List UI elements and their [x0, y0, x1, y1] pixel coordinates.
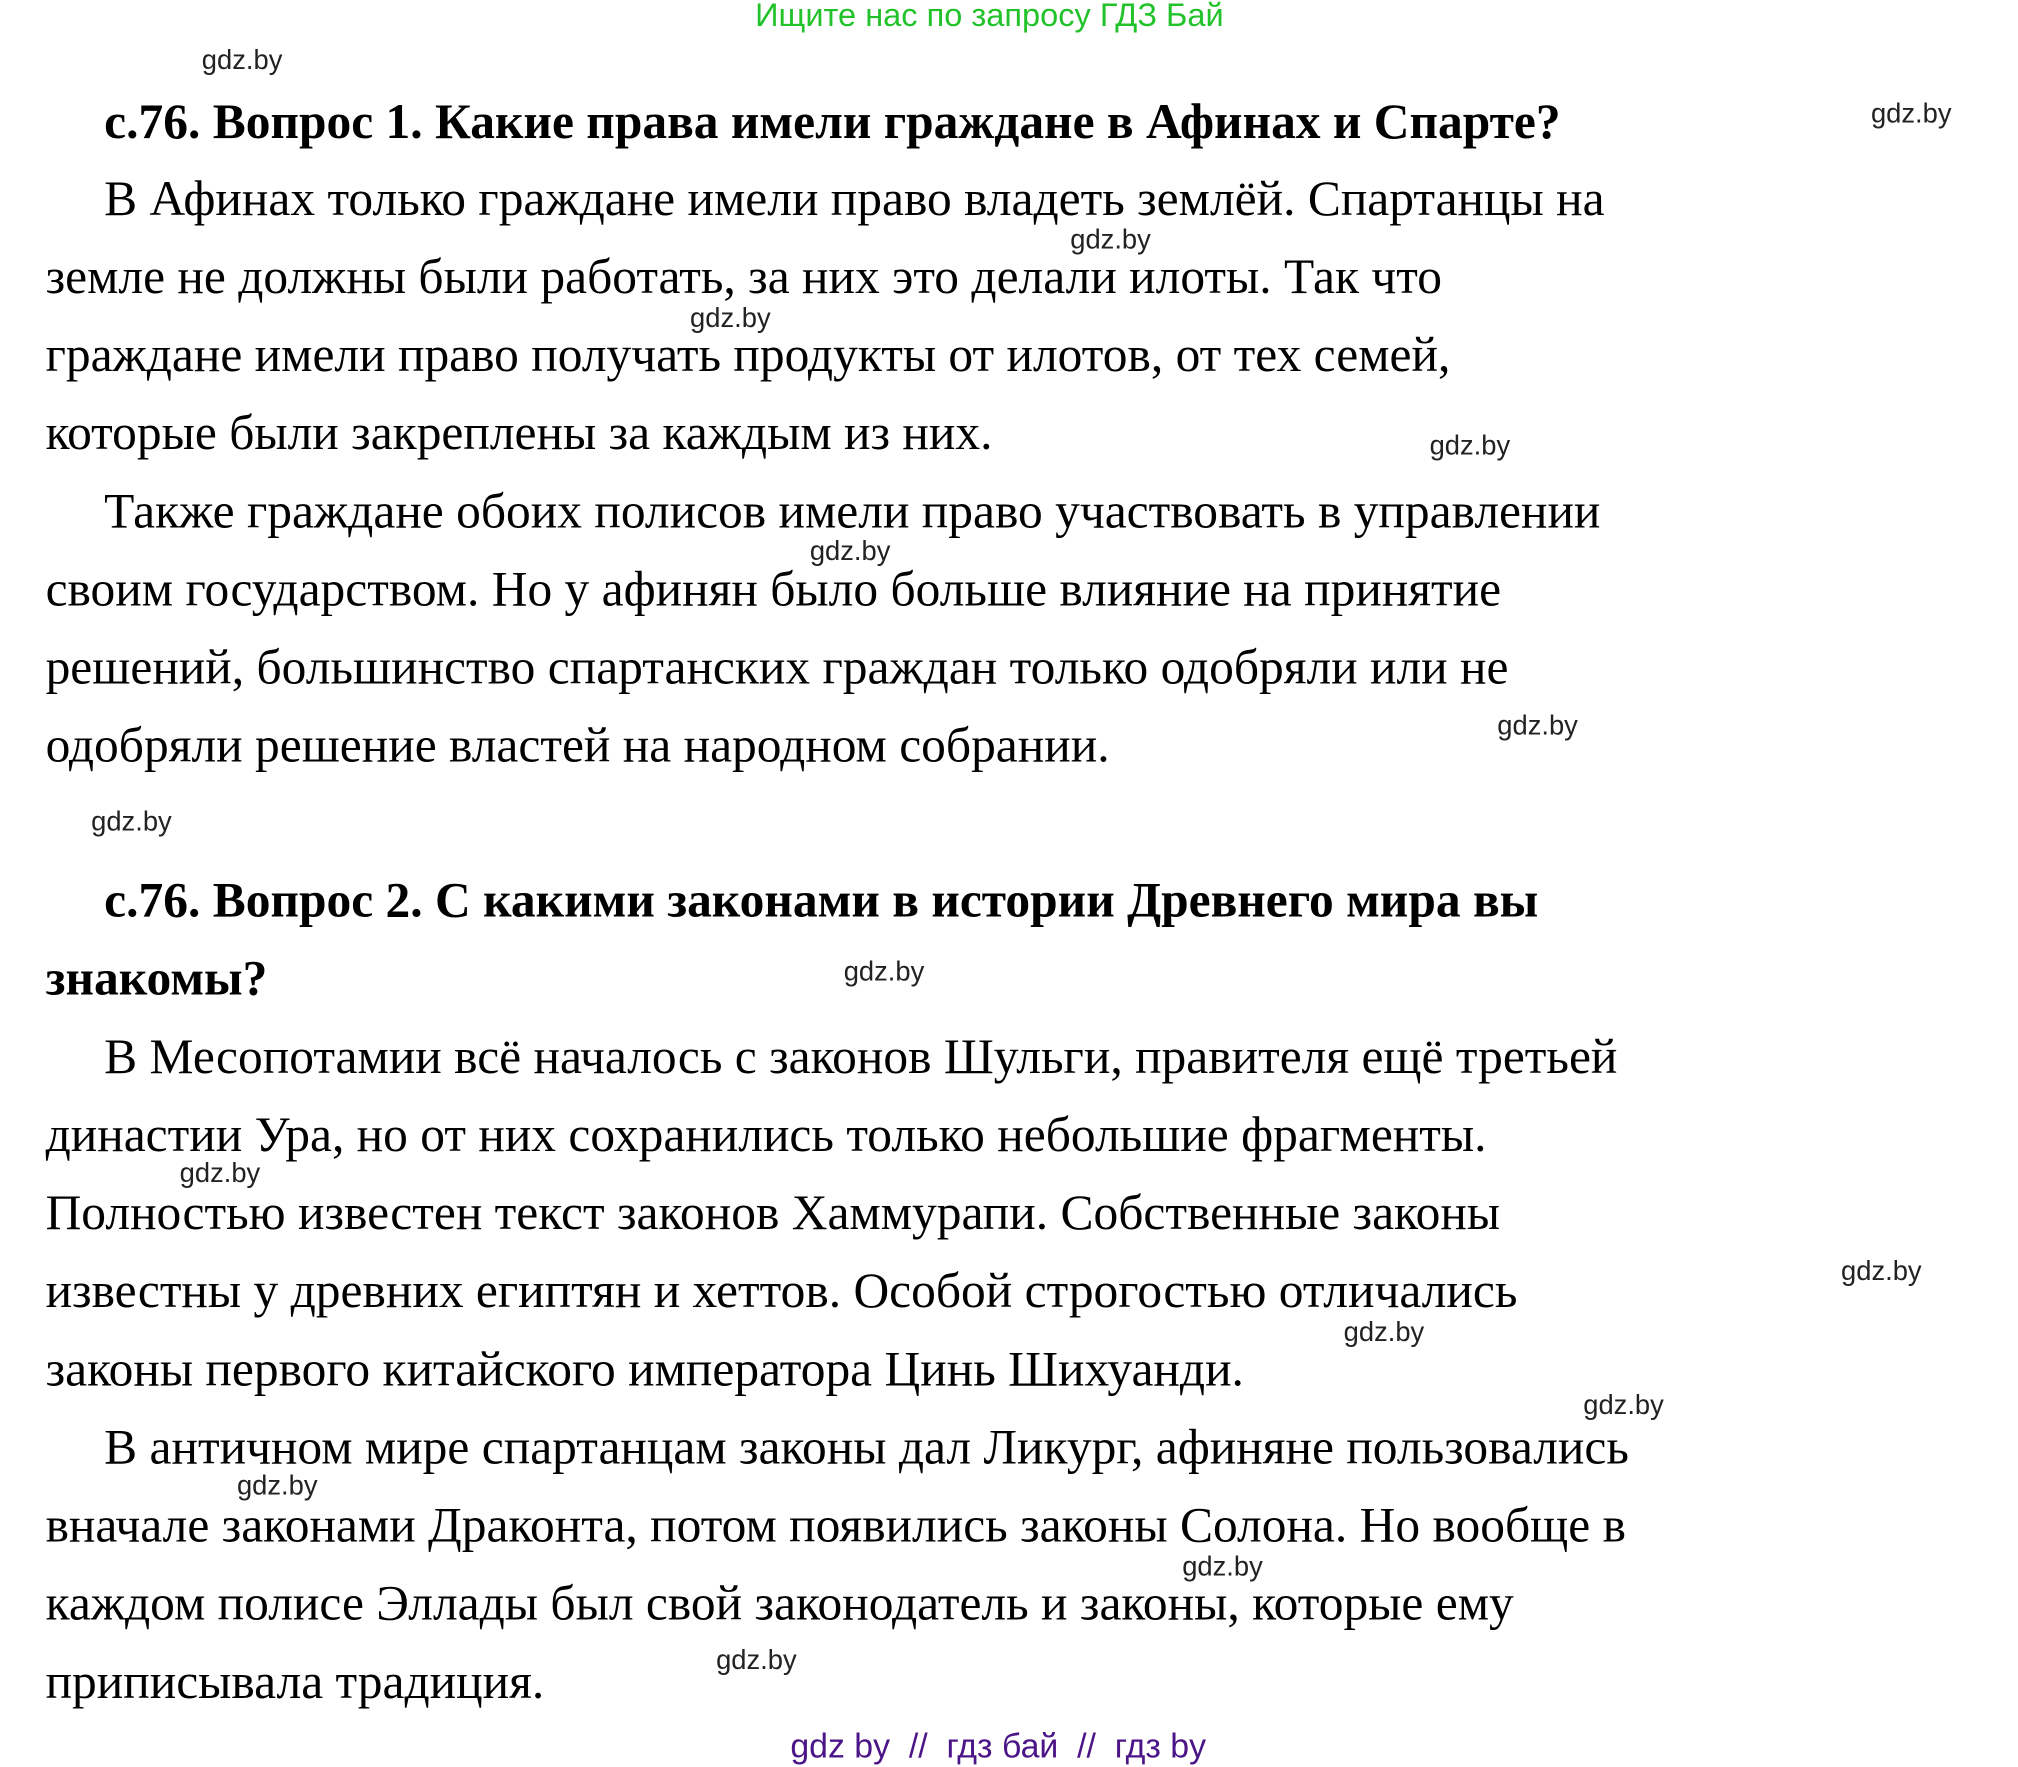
watermark: gdz.by [1182, 1551, 1263, 1582]
footer-links: gdz by // гдз бай // гдз by [790, 1726, 1207, 1766]
watermark: gdz.by [1070, 225, 1151, 256]
answer-2-line: законы первого китайского императора Цинь Шихуанди. [45, 1342, 1244, 1398]
answer-1-line: которые были закреплены за каждым из них. [45, 406, 993, 461]
answer-1-line: решений, большинство спартанских граждан только одобряли или не [45, 640, 1509, 696]
watermark: gdz.by [1497, 710, 1578, 741]
watermark: gdz.by [690, 303, 771, 334]
watermark: gdz.by [201, 45, 283, 76]
answer-1-line: Также граждане обоих полисов имели право участвовать в управлении [104, 484, 1601, 540]
question-2-title-cont: знакомы? [45, 951, 268, 1007]
answer-1-line: граждане имели право получать продукты от илотов, от тех семей, [45, 328, 1451, 383]
watermark: gdz.by [809, 536, 891, 567]
watermark: gdz.by [716, 1645, 797, 1676]
answer-2-line: вначале законами Драконта, потом появились законы Солона. Но вообще в [45, 1498, 1626, 1554]
watermark: gdz.by [1583, 1390, 1664, 1421]
answer-2-line: приписывала традиция. [45, 1654, 545, 1710]
answer-1-line: земле не должны были работать, за них это делали илоты. Так что [45, 249, 1442, 305]
question-1-title: с.76. Вопрос 1. Какие права имели граждане в Афинах и Спарте? [104, 95, 1561, 150]
watermark: gdz.by [843, 956, 925, 987]
answer-2-line: В античном мире спартанцам законы дал Ликург, афиняне пользовались [104, 1420, 1629, 1476]
question-2-title: с.76. Вопрос 2. С какими законами в истории Древнего мира вы [104, 873, 1539, 929]
watermark: gdz.by [179, 1158, 261, 1189]
watermark: gdz.by [1343, 1317, 1425, 1348]
watermark: gdz.by [91, 807, 172, 838]
search-banner: Ищите нас по запросу ГДЗ Бай [755, 0, 1224, 34]
answer-2-line: известны у древних египтян и хеттов. Особой строгостью отличались [45, 1264, 1518, 1319]
watermark: gdz.by [1870, 98, 1952, 129]
answer-1-line: В Афинах только граждане имели право владеть землёй. Спартанцы на [104, 171, 1605, 227]
answer-2-line: каждом полисе Эллады был свой законодатель и законы, которые ему [45, 1576, 1514, 1632]
watermark: gdz.by [1841, 1256, 1922, 1287]
watermark: gdz.by [236, 1471, 318, 1502]
answer-1-line: своим государством. Но у афинян было больше влияние на принятие [45, 562, 1502, 618]
answer-2-line: В Месопотамии всё началось с законов Шульги, правителя ещё третьей [104, 1029, 1618, 1085]
answer-1-line: одобряли решение властей на народном собрании. [45, 718, 1110, 774]
answer-2-line: Полностью известен текст законов Хаммурапи. Собственные законы [45, 1186, 1501, 1241]
answer-2-line: династии Ура, но от них сохранились только небольшие фрагменты. [45, 1108, 1487, 1163]
watermark: gdz.by [1429, 430, 1511, 461]
